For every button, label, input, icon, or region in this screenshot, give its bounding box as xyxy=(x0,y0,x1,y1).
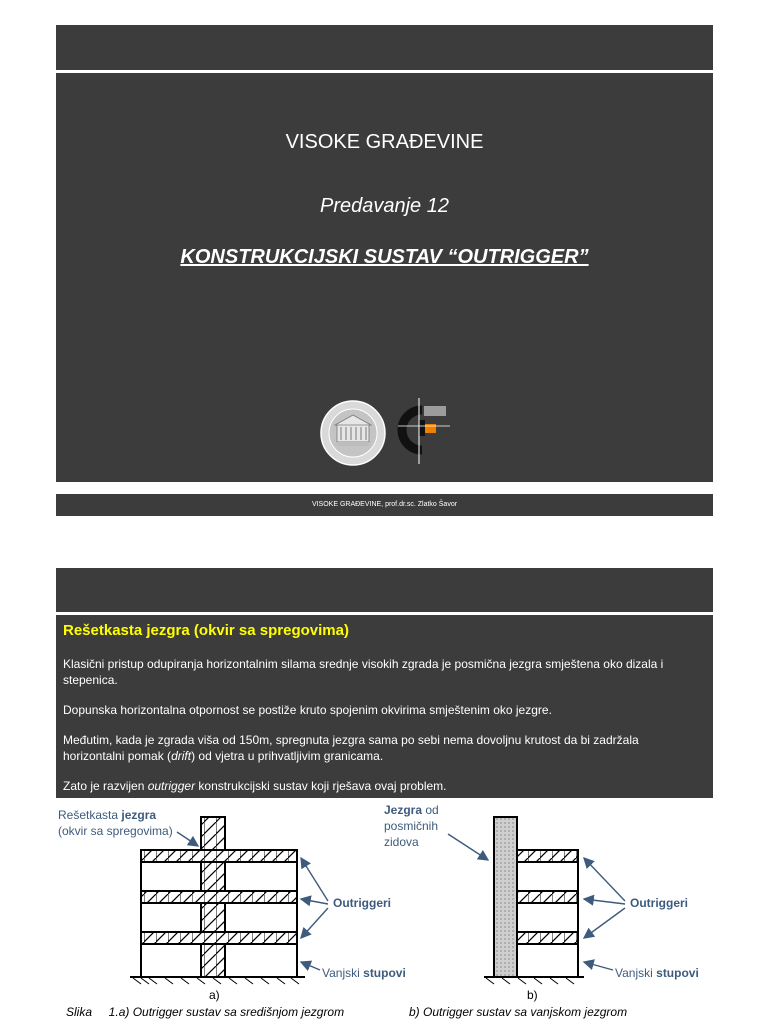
outrigger-figure xyxy=(0,798,768,1024)
faculty-logo xyxy=(388,396,450,468)
paragraph-3-text-b: ) od vjetra u prihvatljivim granicama. xyxy=(191,749,384,763)
label-b-core xyxy=(384,802,439,850)
label-a-columns-prefix: Vanjski xyxy=(322,966,364,980)
label-b-columns xyxy=(615,965,699,981)
university-seal-logo xyxy=(320,400,386,466)
slide2-body xyxy=(56,615,713,798)
lecture-number: Predavanje 12 xyxy=(320,195,449,217)
caption-a: Slika 1.a) Outrigger sustav sa središnjom jezgrom xyxy=(66,1005,345,1019)
label-a-core-bold: jezgra xyxy=(121,808,157,822)
paragraph-4-text-b: konstrukcijski sustav koji rješava ovaj problem. xyxy=(195,779,447,793)
label-b-core-bold: Jezgra xyxy=(384,803,423,817)
lecture-heading: KONSTRUKCIJSKI SUSTAV “OUTRIGGER” xyxy=(180,246,589,268)
label-a-core-line2: (okvir sa spregovima) xyxy=(58,824,173,838)
slide2-header-bar xyxy=(56,568,713,612)
label-a-outriggers: Outriggeri xyxy=(333,896,392,910)
paragraph-4 xyxy=(63,778,703,794)
paragraph-4-outrigger: outrigger xyxy=(147,779,196,793)
label-b-core-line2: posmičnih xyxy=(384,819,439,833)
label-a-core-prefix: Rešetkasta xyxy=(58,808,122,822)
slide1-header-bar xyxy=(56,25,713,70)
paragraph-3-text-a: Međutim, kada je zgrada viša od 150m, spregnuta jezgra sama po sebi nema dovoljnu krutost da bi zadržala horizontalni pomak ( xyxy=(63,733,639,763)
label-a-columns-bold: stupovi xyxy=(363,966,406,980)
slide1-body xyxy=(56,73,713,482)
subfigure-b-label: b) xyxy=(527,988,538,1002)
paragraph-1: Klasični pristup odupiranja horizontalnim silama srednje visokih zgrada je posmična jezgra smještena oko dizala i stepenica. xyxy=(63,657,664,687)
label-b-core-line3: zidova xyxy=(384,835,419,849)
diagram-b-frame xyxy=(484,817,584,984)
subfigure-a-label: a) xyxy=(209,988,220,1002)
label-b-columns-bold: stupovi xyxy=(656,966,699,980)
paragraph-3 xyxy=(63,732,703,764)
slide-title: VISOKE GRAĐEVINE xyxy=(285,131,484,153)
section-title: Rešetkasta jezgra (okvir sa spregovima) xyxy=(63,622,349,639)
slide1-footer: VISOKE GRAĐEVINE, prof.dr.sc. Zlatko Šavor xyxy=(56,494,713,516)
label-b-outriggers: Outriggeri xyxy=(630,896,689,910)
label-a-core xyxy=(58,807,173,839)
paragraph-3-drift: drift xyxy=(171,749,192,763)
label-b-columns-prefix: Vanjski xyxy=(615,966,657,980)
caption-b: b) Outrigger sustav sa vanjskom jezgrom xyxy=(409,1005,628,1019)
label-a-columns xyxy=(322,965,406,981)
diagram-a-frame xyxy=(130,817,305,984)
paragraph-2: Dopunska horizontalna otpornost se postiže kruto spojenim okvirima smještenim oko jezgre. xyxy=(63,703,552,717)
paragraph-4-text-a: Zato je razvijen xyxy=(63,779,148,793)
label-b-core-suffix: od xyxy=(422,803,439,817)
